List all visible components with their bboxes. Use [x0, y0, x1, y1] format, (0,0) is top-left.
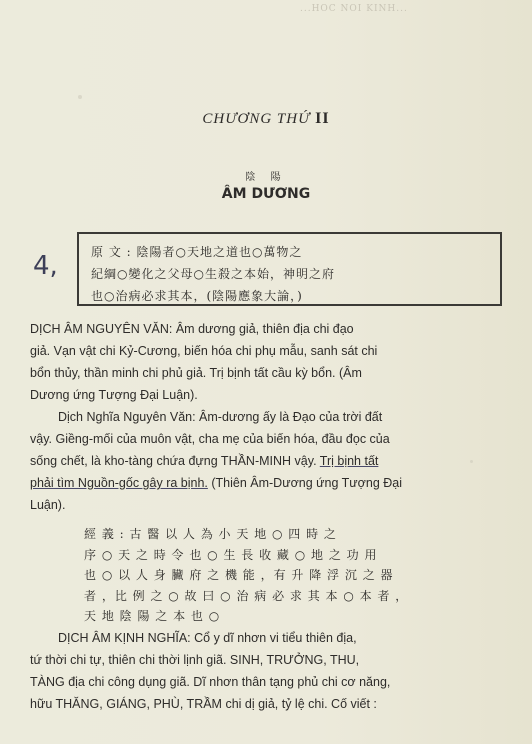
text-line [30, 450, 514, 472]
vietnamese-title: ÂM DƯƠNG [221, 186, 311, 202]
chapter-label: CHƯƠNG THỨ [202, 111, 311, 127]
text-line: giả. Vạn vật chi Kỷ-Cương, biến hóa chi phụ mẫu, sanh sát chi [30, 344, 378, 358]
chapter-numeral: II [315, 110, 330, 127]
cn-line: 也 ○ 以 人 身 臟 府 之 機 能 ，有 升 降 浮 沉 之 器 [84, 568, 394, 582]
underlined-text: Trị bịnh tất [319, 454, 379, 468]
text-line: Luận). [30, 498, 66, 512]
cn-line: 者 ，比 例 之 ○ 故 曰 ○ 治 病 必 求 其 本 ○ 本 者 ， [84, 588, 409, 603]
text-segment: (Thiên Âm-Dương ứng Tượng Đại [207, 476, 403, 490]
box-line: 原 文 : 陰陽者○天地之道也○萬物之 [91, 245, 303, 259]
original-text-box [77, 232, 502, 306]
box-line: 也○治病必求其本，(陰陽應象大論，) [91, 289, 303, 303]
paragraph-transliteration [30, 318, 514, 406]
text-line [30, 472, 514, 494]
text-line: TÀNG địa chi công dụng giã. Dĩ nhơn thân tạng phủ chi cơ năng, [30, 675, 391, 689]
paragraph-commentary-transliteration [30, 627, 514, 715]
text-line: DỊCH ÂM KỊNH NGHĨA: Cổ y dĩ nhơn vi tiểu thiên địa, [58, 631, 357, 645]
cn-line: 天 地 陰 陽 之 本 也 ○ [84, 609, 221, 623]
box-line: 紀綱○變化之父母○生殺之本始，神明之府 [91, 267, 335, 281]
text-line: tứ thời chi tự, thiên chi thời lịnh giã. SINH, TRƯỞNG, THU, [30, 653, 360, 667]
chinese-title: 陰 陽 [245, 172, 287, 183]
text-segment: sống chết, là kho-tàng chứa đựng THẦN-MINH vậy. [30, 454, 317, 468]
handwritten-number: 4, [33, 251, 58, 281]
text-line: Dương ứng Tượng Đại Luận). [30, 388, 198, 402]
text-line: DỊCH ÂM NGUYÊN VĂN: Âm dương giả, thiên địa chi đạo [30, 322, 354, 336]
text-line: hữu THĂNG, GIÁNG, PHÙ, TRẦM chi dị giả, tỷ lệ chi. Cố viết : [30, 697, 377, 711]
text-line: bổn thủy, thần minh chi phủ giả. Trị bịnh tất cầu kỳ bổn. (Âm [30, 366, 362, 380]
chapter-heading [0, 110, 532, 128]
cn-line: 序 ○ 天 之 時 令 也 ○ 生 長 收 藏 ○ 地 之 功 用 [84, 547, 378, 562]
running-head: ...HOC NOI KINH... [300, 4, 408, 14]
underlined-text: phải tìm Nguồn-gốc gây ra bịnh. [30, 476, 208, 490]
paragraph-translation [30, 406, 514, 516]
text-line: vậy. Giềng-mối của muôn vật, cha mẹ của biến hóa, đầu đọc của [30, 432, 390, 446]
text-line: Dịch Nghĩa Nguyên Văn: Âm-dương ấy là Đạo của trời đất [58, 410, 383, 424]
classic-commentary-text [84, 524, 504, 627]
ink-speck [78, 95, 82, 99]
cn-line: 經 義 : 古 醫 以 人 為 小 天 地 ○ 四 時 之 [84, 527, 337, 541]
